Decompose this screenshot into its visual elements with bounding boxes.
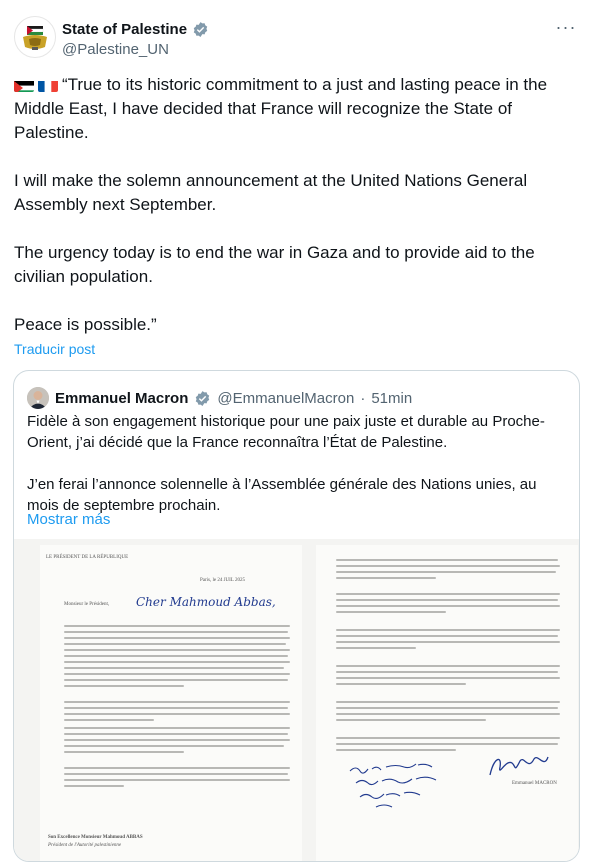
- tweet-paragraph-4: Peace is possible.”: [14, 315, 157, 334]
- handle[interactable]: @Palestine_UN: [62, 41, 169, 58]
- translate-link[interactable]: Traducir post: [14, 341, 96, 357]
- display-name-row: [62, 21, 209, 38]
- signature-name: Emmanuel MACRON: [512, 781, 557, 786]
- handwritten-greeting: Cher Mahmoud Abbas,: [136, 595, 276, 609]
- tweet-paragraph-3: The urgency today is to end the war in Gaza and to provide aid to the civilian population.: [14, 243, 535, 286]
- recipient-line-1: Son Excellence Monsieur Mahmoud ABBAS: [48, 835, 143, 840]
- verified-badge-icon: [194, 390, 211, 407]
- handwritten-closing-icon: [346, 759, 466, 811]
- quoted-handle[interactable]: @EmmanuelMacron: [217, 389, 355, 407]
- tweet-text: [14, 73, 580, 361]
- letter-image[interactable]: [14, 539, 579, 861]
- letter-header: LE PRÉSIDENT DE LA RÉPUBLIQUE: [46, 555, 129, 560]
- palestine-emblem-icon: [15, 17, 55, 57]
- letter-salutation: Monsieur le Président,: [64, 602, 110, 607]
- france-flag-icon: [38, 78, 58, 92]
- recipient-line-2: Président de l'Autorité palestinienne: [48, 843, 122, 848]
- letter-page-1: [40, 545, 302, 861]
- quoted-paragraph-2: J’en ferai l’annonce solennelle à l’Assemblée générale des Nations unies, au mois de septembre prochain.: [27, 476, 537, 514]
- separator-dot: ·: [360, 389, 366, 407]
- palestine-flag-icon: [14, 78, 34, 92]
- quoted-header: [27, 387, 412, 409]
- show-more-link[interactable]: Mostrar más: [27, 511, 111, 528]
- quoted-display-name[interactable]: Emmanuel Macron: [55, 389, 189, 407]
- quoted-paragraph-1: Fidèle à son engagement historique pour une paix juste et durable au Proche-Orient, j’ai décidé que la France reconnaîtra l’État de Palestine.: [27, 413, 545, 451]
- tweet-header: [14, 14, 577, 62]
- quoted-tweet[interactable]: [13, 370, 580, 862]
- quoted-timestamp[interactable]: 51min: [371, 389, 413, 407]
- avatar[interactable]: [14, 16, 56, 58]
- tweet-paragraph-2: I will make the solemn announcement at the United Nations General Assembly next September.: [14, 171, 528, 214]
- display-name[interactable]: State of Palestine: [62, 21, 188, 38]
- more-dots-icon[interactable]: ···: [555, 17, 577, 37]
- verified-badge-icon: [192, 21, 209, 38]
- letter-page-2: [316, 545, 578, 861]
- quoted-avatar[interactable]: [27, 387, 49, 409]
- letter-date: Paris, le 24 JUIL 2025: [200, 578, 245, 583]
- signature-icon: [484, 751, 554, 781]
- tweet-paragraph-1: “True to its historic commitment to a just and lasting peace in the Middle East, I have decided that France will recognize the State of Palestine.: [14, 75, 548, 142]
